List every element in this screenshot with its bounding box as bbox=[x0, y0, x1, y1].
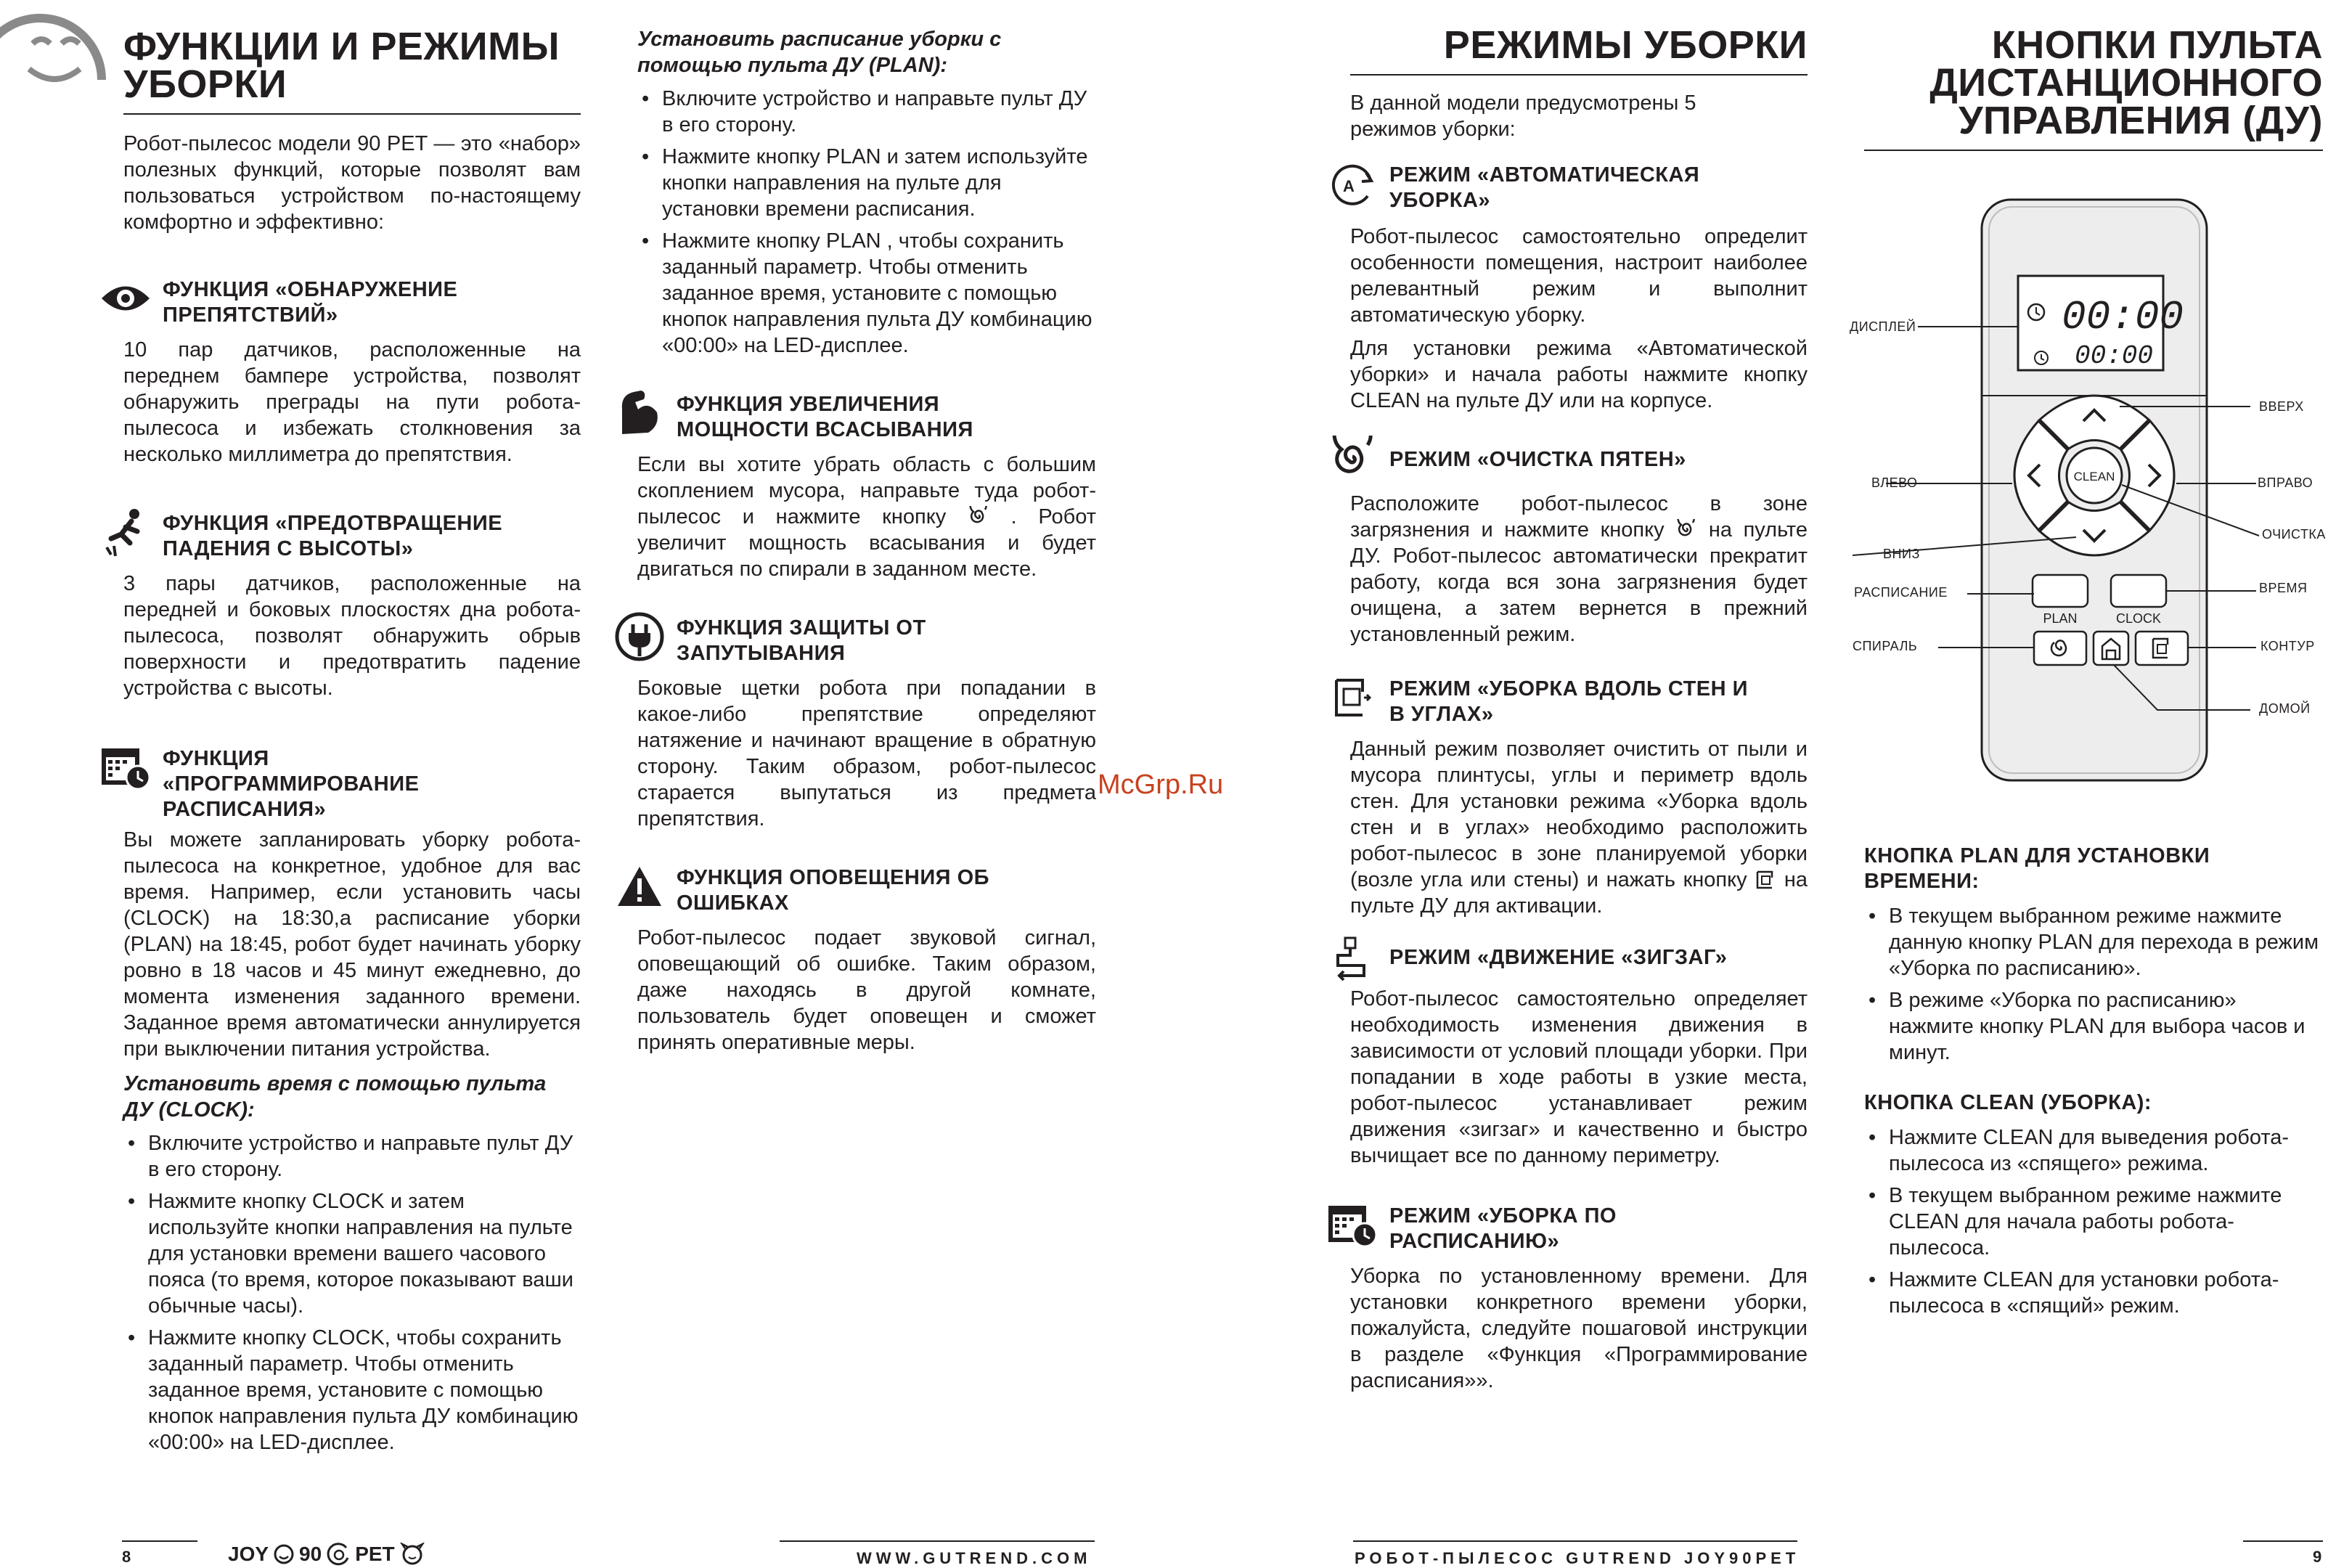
plan-subheading: Установить расписание уборки с помощью пульта ДУ (PLAN): bbox=[637, 28, 1002, 77]
label-down: ВНИЗ bbox=[1883, 547, 1920, 561]
plug-icon bbox=[614, 611, 665, 662]
edge-clean-icon bbox=[1755, 869, 1776, 891]
list-item: • Нажмите CLEAN для установки робота-пылесоса в «спящий» режим. bbox=[1864, 1267, 2323, 1319]
section-text: Боковые щетки робота при попадании в какое-либо препятствие определяют натяжение и начинают вращение в обратную сторону. Таким образом, робот-пылесос старается выпутаться из предмета препятствия. bbox=[637, 677, 1096, 830]
plan-button-heading: КНОПКА PLAN ДЛЯ УСТАНОВКИ ВРЕМЕНИ: bbox=[1864, 844, 2210, 893]
section-title: РЕЖИМ «ДВИЖЕНИЕ «ЗИГЗАГ» bbox=[1389, 946, 1728, 969]
intro-text: Робот-пылесос модели 90 PET — это «набор» полезных функций, которые позволят вам пользоваться устройством по-настоящему комфортно и эффективно: bbox=[123, 132, 581, 234]
footer-rule-left-2 bbox=[780, 1540, 1095, 1542]
plan-button-list bbox=[1864, 903, 2323, 1066]
remote-buttons-text bbox=[1864, 844, 2323, 1325]
section-title: ФУНКЦИЯ «ОБНАРУЖЕНИЕ ПРЕПЯТСТВИЙ» bbox=[163, 278, 458, 327]
section-text: Для установки режима «Автоматической уборки» и начала работы нажмите кнопку CLEAN на пульте ДУ или на корпусе. bbox=[1350, 337, 1808, 412]
muscle-arm-icon bbox=[614, 388, 665, 438]
section-title: РЕЖИМ «ОЧИСТКА ПЯТЕН» bbox=[1389, 448, 1686, 471]
section-text: Вы можете запланировать уборку робота-пылесоса на конкретное, удобное для вас время. Например, если установить часы (CLOCK) на 18:30,а расписание уборки (PLAN) на 18:45, робот будет начинать уборку ровно в 18 часов и 45 минут ежедневно, до момента изменения заданного времени. Заданное время автоматически аннулируется при выключении питания устройства. bbox=[123, 828, 581, 1061]
intro-text: В данной модели предусмотрены 5 режимов уборки: bbox=[1350, 91, 1696, 141]
watermark: McGrp.Ru bbox=[1098, 769, 1224, 800]
label-left: ВЛЕВО bbox=[1871, 475, 1918, 490]
section-title: ФУНКЦИЯ «ПРЕДОТВРАЩЕНИЕ ПАДЕНИЯ С ВЫСОТЫ» bbox=[163, 512, 503, 560]
list-item: • Нажмите кнопку PLAN , чтобы сохранить заданный параметр. Чтобы отменить заданное время, установите с помощью кнопок направления пульта ДУ комбинацию «00:00» на LED-дисплее. bbox=[637, 228, 1096, 359]
section-text: 3 пары датчиков, расположенные на передней и боковых плоскостях дна робота-пылесоса, позволят обнаружить обрыв поверхности и предотвратить падение устройства с высоты. bbox=[123, 572, 581, 700]
footer-rule-left-1 bbox=[122, 1540, 197, 1542]
footer-rule-right-1 bbox=[1353, 1540, 1797, 1542]
list-item: • Включите устройство и направьте пульт ДУ в его сторону. bbox=[123, 1130, 581, 1183]
zigzag-icon bbox=[1327, 934, 1378, 984]
section-schedule-programming bbox=[100, 742, 581, 822]
page-number-right: 9 bbox=[2313, 1548, 2322, 1566]
section-title: РЕЖИМ «УБОРКА ПО РАСПИСАНИЮ» bbox=[1389, 1204, 1617, 1253]
footer-rule-right-2 bbox=[2243, 1540, 2323, 1542]
contour-button[interactable] bbox=[2136, 632, 2188, 665]
text-part: на пульте ДУ. Робот-пылесос автоматически прекратит работу, когда вся зона загрязнения будет очищена, а затем вернется в прежний установленный режим. bbox=[1350, 518, 1808, 646]
mode-spot bbox=[1327, 434, 1808, 485]
mode-edge bbox=[1327, 672, 1808, 727]
plan-label: PLAN bbox=[2043, 611, 2078, 626]
right-column-1 bbox=[1343, 23, 1808, 1394]
page-number-left: 8 bbox=[122, 1548, 131, 1566]
plan-button[interactable] bbox=[2033, 575, 2088, 607]
page-title-modes: РЕЖИМЫ УБОРКИ bbox=[1443, 23, 1808, 67]
label-right: ВПРАВО bbox=[2258, 475, 2313, 490]
list-item: • В режиме «Уборка по расписанию» нажмите кнопку PLAN для выбора часов и минут. bbox=[1864, 987, 2323, 1066]
section-title: ФУНКЦИЯ ЗАЩИТЫ ОТ ЗАПУТЫВАНИЯ bbox=[677, 616, 926, 665]
section-text bbox=[637, 452, 1096, 582]
calendar-clock-icon bbox=[1327, 1199, 1378, 1250]
label-spiral: СПИРАЛЬ bbox=[1853, 639, 1918, 653]
text-part: Данный режим позволяет очистить от пыли и мусора плинтусы, углы и периметр вдоль стен. Для установки режима «Уборка вдоль стен и в углах» необходимо расположить робот-пылесос в зоне планируемой уборки (возле угла или стены) и нажать кнопку bbox=[1350, 738, 1808, 891]
mode-auto bbox=[1327, 158, 1808, 213]
clean-button-list bbox=[1864, 1124, 2323, 1319]
face-icon bbox=[273, 1543, 295, 1565]
spiral-button[interactable] bbox=[2034, 632, 2086, 665]
section-error-alert bbox=[614, 861, 1096, 916]
face-logo-icon bbox=[0, 0, 109, 123]
plan-steps-list bbox=[637, 86, 1096, 359]
section-title: РЕЖИМ «УБОРКА ВДОЛЬ СТЕН И В УГЛАХ» bbox=[1389, 677, 1748, 726]
site-url: WWW.GUTREND.COM bbox=[857, 1549, 1092, 1567]
brand-joy: JOY bbox=[228, 1543, 269, 1565]
list-item: • В текущем выбранном режиме нажмите данную кнопку PLAN для перехода в режим «Уборка по расписанию». bbox=[1864, 903, 2323, 981]
label-clean: ОЧИСТКА bbox=[2262, 527, 2326, 542]
text-part: Расположите робот-пылесос в зоне загрязнения и нажмите кнопку bbox=[1350, 492, 1808, 542]
mode-schedule bbox=[1327, 1199, 1808, 1254]
spiral-icon bbox=[968, 506, 989, 528]
title-rule bbox=[1350, 74, 1808, 75]
dpad[interactable] bbox=[2014, 396, 2174, 555]
section-text: Уборка по установленному времени. Для установки конкретного времени уборки, пожалуйста, следуйте пошаговой инструкции в разделе «Функция «Программирование расписания»». bbox=[1350, 1265, 1808, 1392]
section-text: Робот-пылесос самостоятельно определит особенности помещения, настроит наиболее релевантный режим и выполнит автоматическую уборку. bbox=[1350, 225, 1808, 327]
pet-face-icon bbox=[399, 1543, 425, 1566]
section-cliff-prevention bbox=[100, 507, 581, 562]
page-title-remote: КНОПКИ ПУЛЬТА ДИСТАНЦИОННОГО УПРАВЛЕНИЯ (ДУ) bbox=[1929, 23, 2323, 142]
section-obstacle-detection bbox=[100, 273, 581, 328]
spiral-icon bbox=[1327, 434, 1378, 485]
section-title: ФУНКЦИЯ УВЕЛИЧЕНИЯ МОЩНОСТИ ВСАСЫВАНИЯ bbox=[677, 393, 973, 441]
list-item: • Нажмите кнопку PLAN и затем используйте кнопки направления на пульте для установки времени расписания. bbox=[637, 144, 1096, 222]
footer-product-name: РОБОТ-ПЫЛЕСОС GUTREND JOY90PET bbox=[1355, 1549, 1800, 1567]
mode-zigzag bbox=[1327, 934, 1808, 984]
label-up: ВВЕРХ bbox=[2259, 399, 2304, 414]
text-part: Если вы хотите убрать область с большим скоплением мусора, направьте туда робот-пылесос и нажмите кнопку bbox=[637, 453, 1096, 528]
list-item: • В текущем выбранном режиме нажмите CLEAN для начала работы робота-пылесоса. bbox=[1864, 1183, 2323, 1261]
clean-button-heading: КНОПКА CLEAN (УБОРКА): bbox=[1864, 1091, 2152, 1114]
section-suction-boost bbox=[614, 388, 1096, 443]
section-text: Робот-пылесос подает звуковой сигнал, оповещающий об ошибке. Таким образом, даже находясь в другой комнате, пользователь будет оповещен и сможет принять оперативные меры. bbox=[637, 926, 1096, 1054]
label-schedule: РАСПИСАНИЕ bbox=[1854, 585, 1948, 600]
section-title: РЕЖИМ «АВТОМАТИЧЕСКАЯ УБОРКА» bbox=[1389, 163, 1700, 212]
edge-clean-icon bbox=[1327, 672, 1378, 723]
text-part: на пульте ДУ для активации. bbox=[1350, 868, 1808, 918]
list-item: • Нажмите CLEAN для выведения робота-пылесоса из «спящего» режима. bbox=[1864, 1124, 2323, 1177]
list-item: • Нажмите кнопку CLOCK и затем используйте кнопки направления на пульте для установки времени вашего часового пояса (то время, которое показывают ваши обычные часы). bbox=[123, 1188, 581, 1319]
label-contour: КОНТУР bbox=[2260, 639, 2315, 653]
display-main-digits: 00:00 bbox=[2062, 294, 2184, 340]
label-home: ДОМОЙ bbox=[2259, 701, 2311, 716]
spiral-icon bbox=[1675, 519, 1697, 541]
clock-button[interactable] bbox=[2111, 575, 2166, 607]
list-item: • Включите устройство и направьте пульт ДУ в его сторону. bbox=[637, 86, 1096, 138]
section-anti-tangle bbox=[614, 611, 1096, 666]
clean-button-label: CLEAN bbox=[2073, 470, 2115, 483]
clock-subheading: Установить время с помощью пульта ДУ (CLOCK): bbox=[123, 1072, 547, 1122]
label-time: ВРЕМЯ bbox=[2259, 581, 2308, 595]
right-column-2 bbox=[1864, 23, 2323, 151]
display-sub-digits: 00:00 bbox=[2075, 341, 2154, 371]
warning-icon bbox=[614, 861, 665, 912]
left-column-2 bbox=[637, 26, 1096, 1055]
section-text: Робот-пылесос самостоятельно определяет необходимость изменения движения в зависимости от условий площади уборки. При попадании в ходе работы в узкие места, робот-пылесос устанавливает режим движения «зигзаг» и качественно и быстро вычищает все по данному периметру. bbox=[1350, 987, 1808, 1167]
section-text: 10 пар датчиков, расположенные на переднем бампере устройства, позволят обнаружить преграды на пути робота-пылесоса и избежать столкновения за несколько миллиметра до препятствия. bbox=[123, 338, 581, 466]
clock-label: CLOCK bbox=[2115, 611, 2162, 626]
label-display: ДИСПЛЕЙ bbox=[1850, 319, 1916, 334]
clock-steps-list bbox=[123, 1130, 581, 1455]
falling-person-icon bbox=[100, 507, 151, 558]
left-column-1 bbox=[123, 25, 581, 1461]
remote-control-diagram bbox=[1844, 189, 2328, 799]
title-rule bbox=[1864, 150, 2323, 151]
title-rule bbox=[123, 113, 581, 115]
page-title-functions: ФУНКЦИИ И РЕЖИМЫ УБОРКИ bbox=[123, 25, 560, 106]
svg-text:A: A bbox=[1343, 177, 1355, 195]
section-title: ФУНКЦИЯ «ПРОГРАММИРОВАНИЕ РАСПИСАНИЯ» bbox=[163, 747, 420, 821]
section-text bbox=[1350, 491, 1808, 648]
brand-pet: PET bbox=[355, 1543, 395, 1565]
eye-icon bbox=[100, 273, 151, 324]
calendar-clock-icon bbox=[100, 742, 151, 793]
text-part: . Робот увеличит мощность всасывания и будет двигаться по спирали в заданном месте. bbox=[637, 505, 1096, 581]
face-icon bbox=[326, 1542, 351, 1567]
section-title: ФУНКЦИЯ ОПОВЕЩЕНИЯ ОБ ОШИБКАХ bbox=[677, 866, 989, 915]
brand-logo bbox=[228, 1542, 425, 1567]
brand-90: 90 bbox=[299, 1543, 322, 1565]
auto-mode-icon bbox=[1327, 158, 1378, 209]
list-item: • Нажмите кнопку CLOCK, чтобы сохранить заданный параметр. Чтобы отменить заданное время, установите с помощью кнопок направления пульта ДУ комбинацию «00:00» на LED-дисплее. bbox=[123, 1325, 581, 1455]
section-text bbox=[1350, 736, 1808, 919]
